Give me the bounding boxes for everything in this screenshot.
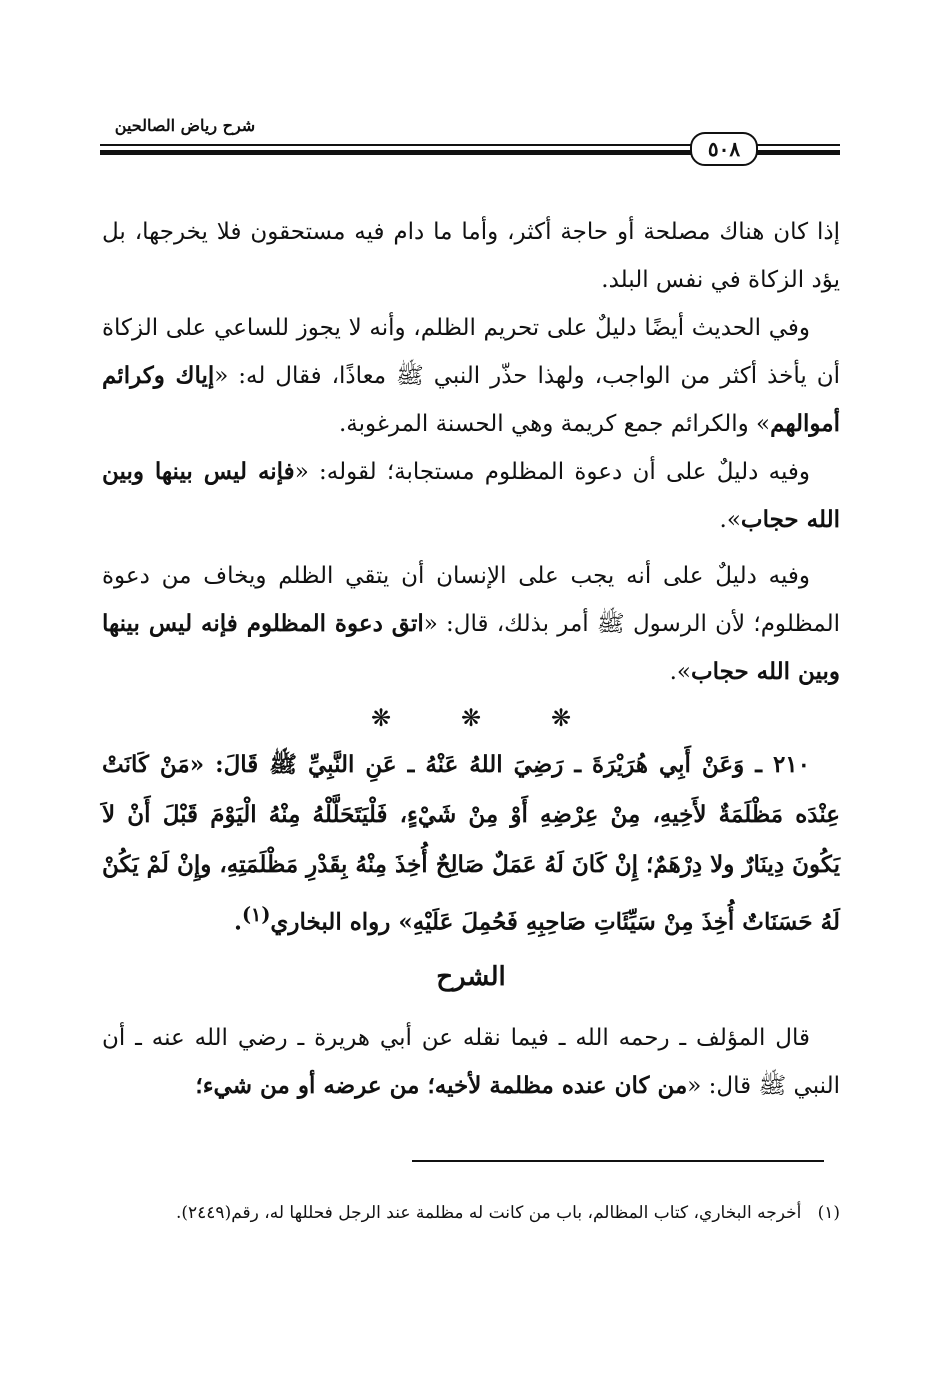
footnote <box>102 1196 840 1230</box>
hadith-text: ٢١٠ ـ وَعَنْ أَبِي هُرَيْرَةَ ـ رَضِيَ اللهُ عَنْهُ ـ عَنِ النَّبِيِّ ﷺ قَالَ: «مَنْ كَانَتْ عِنْدَه مَظْلَمَةٌ لأَخِيهِ، مِنْ عِرْضِهِ أَوْ مِنْ شَيْءٍ، فَلْيَتَحَلَّلْهُ مِنْهُ الْيَوْمَ قَبْلَ أَنْ لاَ يَكُونَ دِينَارٌ ولا دِرْهَمٌ؛ إِنْ كَانَ لَهُ عَمَلٌ صَالِحٌ أُخِذَ مِنْهُ بِقَدْرِ مَظْلَمَتِهِ، وإِنْ لَمْ يَكُنْ لَهُ حَسَنَاتٌ أُخِذَ مِنْ سَيِّئَاتِ صَاحِبِهِ فَحُمِلَ عَلَيْهِ» رواه البخاري$^{(١)}$. <box>102 751 840 936</box>
paragraph-3: وفيه دليلٌ على أن دعوة المظلوم مستجابة؛ لقوله: «فإنه ليس بينها وبين الله حجاب». <box>102 458 840 533</box>
footnote-ref: (١) <box>241 903 271 926</box>
section-title: الشرح <box>436 961 506 992</box>
paragraph-1: إذا كان هناك مصلحة أو حاجة أكثر، وأما ما دام فيه مستحقون فلا يخرجها، بل يؤد الزكاة في نفس البلد. <box>102 219 840 293</box>
star-ornament: ❋ <box>460 704 482 732</box>
footnote-marker: (١) <box>817 1203 840 1223</box>
running-title: شرح رياض الصالحين <box>114 116 256 135</box>
footnote-rule <box>412 1160 824 1162</box>
section-separator <box>102 696 840 740</box>
paragraph-5: قال المؤلف ـ رحمه الله ـ فيما نقله عن أبي هريرة ـ رضي الله عنه ـ أن النبي ﷺ قال: «من كان عنده مظلمة لأخيه؛ من عرضه أو من شيء؛ <box>102 1024 840 1099</box>
star-ornament: ❋ <box>370 704 392 732</box>
quote-ittaq: اتق دعوة المظلوم فإنه ليس بينها وبين الله حجاب <box>102 610 840 685</box>
page-number: ٥٠٨ <box>690 132 758 166</box>
paragraph-2: وفي الحديث أيضًا دليلٌ على تحريم الظلم، وأنه لا يجوز للساعي على الزكاة أن يأخذ أكثر من الواجب، ولهذا حذّر النبي ﷺ معاذًا، فقال له: «إياك وكرائم أموالهم» والكرائم جمع كريمة وهي الحسنة المرغوبة. <box>102 315 840 437</box>
star-ornament: ❋ <box>550 704 572 732</box>
main-text <box>102 208 840 1110</box>
quote-karaim: إياك وكرائم أموالهم <box>102 362 840 437</box>
footnote-text: أخرجه البخاري، كتاب المظالم، باب من كانت له مظلمة عند الرجل فحللها له، رقم(٢٤٤٩). <box>175 1203 802 1223</box>
hadith-number: ٢١٠ <box>772 751 810 778</box>
quote-hijab: فإنه ليس بينها وبين الله حجاب <box>102 458 840 533</box>
paragraph-4: وفيه دليلٌ على أنه يجب على الإنسان أن يتقي الظلم ويخاف من دعوة المظلوم؛ لأن الرسول ﷺ أمر بذلك، قال: «اتق دعوة المظلوم فإنه ليس بينها وبين الله حجاب». <box>102 563 840 685</box>
quote-mazlama: من كان عنده مظلمة لأخيه؛ من عرضه أو من شيء؛ <box>195 1071 688 1099</box>
